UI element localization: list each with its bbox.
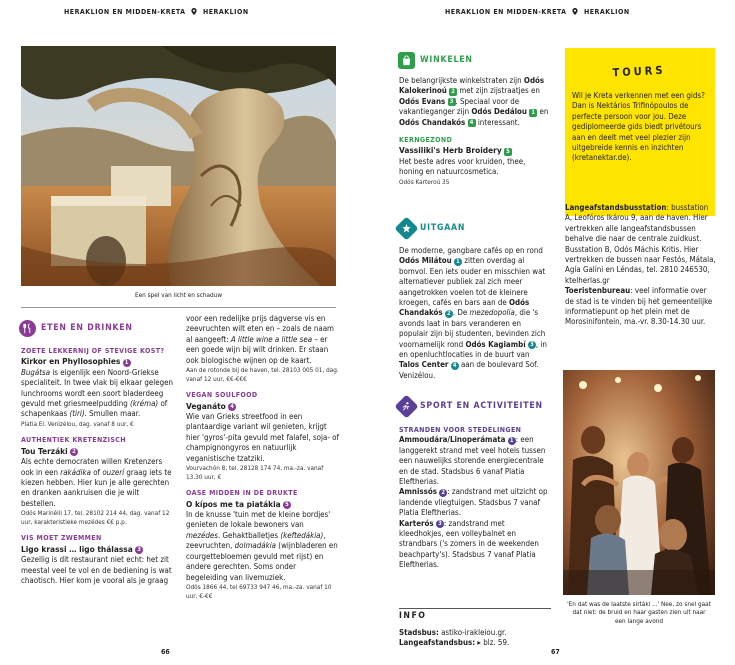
entry-text: Gezellig is dit restaurant niet echt: het zit meestal veel te vol en de bediening is wat chaotisch. Hier kom je vooral als je graag <box>21 555 172 586</box>
entry-text: In de knusse 'tuin met de kleine bordjes' genieten de lokale bewoners van mezédes. Gehaktballetjes (keftedákia), zeevruchten, dolmadákia (wijnbladeren en courgettebloemen gevuld met rijst) en andere gerechten. Soms onder begeleiding van livemuziek. <box>186 510 338 582</box>
entry-subtitle: VIS MOET ZWEMMEN <box>21 534 102 543</box>
restaurant-name: Tou Terzáki <box>21 445 68 456</box>
entry-subtitle: ZOETE LEKKERNIJ OF STEVIGE KOST? <box>21 347 165 355</box>
entry-address: Platia El. Venizélou, dag. vanaf 8 uur, € <box>21 419 134 428</box>
section-eten-drinken <box>19 319 133 337</box>
header-region: HERAKLION EN MIDDEN-KRETA <box>64 8 186 16</box>
map-marker-badge: 4 <box>228 403 236 411</box>
entry-address: Odós Karteroú 35 <box>399 177 450 186</box>
map-marker-badge: 2 <box>70 448 78 456</box>
uitgaan-column: De moderne, gangbare cafés op en rond Odós Milátou 1 zitten overdag al bomvol. Een iets ouder en misschien wat alternatiever publiek zal zich meer aangetrokken voelen tot de kleinere kroegen, cafés en bars aan de Odós Chandakós 2 . De mezedopolía, die 's avonds laat in bars veranderen en populair zijn bij studenten, bevinden zich voornamelijk rond Odós Kagiambí 3 , in en openluchtlocaties in de buurt van Talos Center 4 aan de boulevard Sof. Venizélou. <box>399 246 547 380</box>
page-number-left: 66 <box>161 648 170 656</box>
section-sport <box>398 397 543 415</box>
section-title: ETEN EN DRINKEN <box>41 323 133 333</box>
restaurant-name: Veganáto <box>186 400 226 411</box>
header-region: HERAKLION EN MIDDEN-KRETA <box>445 8 567 16</box>
entry-text: Als echte democraten willen Kretenzers ook in een rakádika of ouzerí graag iets te kiezen hebben. Hier kun je alle gerechten en dranken aankruisen die je wilt bestellen. <box>21 457 172 508</box>
entry-subtitle: KERNGEZOND <box>399 136 453 145</box>
tours-infobox <box>565 48 715 216</box>
shop-name: Vassiliki's Herb Broidery <box>399 145 502 156</box>
entry-text: Wie van Grieks streetfood in een plantaardige variant wil genieten, krijgt hier 'gyros'-pita gevuld met falafel, soja- of champignongyros en natuurlijk veganistische tzatziki. <box>186 412 339 463</box>
location-pin-icon <box>191 8 197 15</box>
tours-text: Wil je Kreta verkennen met een gids? Dan is Nektários Trifinópoulos de perfecte persoon voor jou. Deze gediplomeerde gids biedt privétours aan en deelt met veel plezier zijn uitgebreide kennis en inzichten (kretanektar.de). <box>572 91 705 163</box>
map-marker-badge: 1 <box>508 437 516 445</box>
map-marker-badge: 1 <box>529 109 537 117</box>
entry-text: Bugátsa is eigenlijk een Noord-Griekse specialiteit. In twee vlak bij elkaar gelegen lunchrooms wordt een soort bladerdeeg gevuld met griesmeelpudding (kréma) of schapenkaas (tiri). Smullen maar. <box>21 367 173 419</box>
section-title: UITGAAN <box>420 223 466 233</box>
restaurant-name: O kípos me ta piatákia <box>186 498 281 509</box>
map-marker-badge: 4 <box>451 362 459 370</box>
entry-subtitle: AUTHENTIEK KRETENZISCH <box>21 436 126 445</box>
header-city: HERAKLION <box>583 8 630 16</box>
map-marker-badge: 3 <box>448 98 456 106</box>
map-marker-badge: 3 <box>135 546 143 554</box>
transport-column: Langeafstandsbusstation: busstation A, Leofóros Ikárou 9, aan de haven. Hier vertrekken alle langeafstandsbussen behalve die naar de centrale zuidkust. Busstation B, Odós Máchis Kritis. Hier vertrekken de bussen naar Festós, Mátala, Agía Galíni en Léndas, tel. 2810 246530, ktelherlas.gr Toeristenbureau: veel informatie over de stad is te vinden bij het gemeentelijke informatiepunt op het plein met de Morosinifontein, ma.-vr. 8.30-14.30 uur. <box>565 203 716 327</box>
map-marker-badge: 4 <box>468 119 476 127</box>
running-header-left <box>64 8 249 16</box>
map-marker-badge: 1 <box>123 359 131 367</box>
map-marker-badge: 2 <box>439 489 447 497</box>
winkelen-column: De belangrijkste winkelstraten zijn Odós Kalokerinoú 2 met zijn zijstraatjes en Odós Evans 3 . Speciaal voor de vakantieganger zijn Odós Dedálou 1 en Odós Chandakós 4 interessant. KERNGEZOND Vassiliki's Herb Broidery 5 Het beste adres voor kruiden, thee, honing en natuurcosmetica. Odós Karteroú 35 <box>399 76 551 193</box>
running-header-right <box>445 8 630 16</box>
entry-subtitle: STRANDEN VOOR STEDELINGEN <box>399 426 522 434</box>
divider <box>399 608 551 609</box>
photo-caption-left: Een spel van licht en schaduw <box>134 291 223 299</box>
info-column: Stadsbus: astiko-irakleiou.gr. Langeafstandsbus: ▸ blz. 59. <box>399 628 510 648</box>
info-title: INFO <box>399 611 427 621</box>
entry-subtitle: VEGAN SOULFOOD <box>186 391 258 400</box>
dancers-photo <box>563 370 715 595</box>
header-city: HERAKLION <box>202 8 249 16</box>
nightlife-icon <box>394 216 418 240</box>
location-pin-icon <box>572 8 578 15</box>
eten-column-1 <box>21 344 174 587</box>
photo-caption-right: 'En dat was de laatste sirtáki ...' Nee, zo snel gaat dat niet: de bruid en haar gasten zien uit naar een lange avond <box>567 600 711 625</box>
tours-title: TOURS <box>612 63 666 80</box>
restaurant-name: Ligo krassi … ligo thálassa <box>21 543 133 554</box>
map-marker-badge: 1 <box>454 258 462 266</box>
map-marker-badge: 2 <box>445 310 453 318</box>
section-winkelen <box>398 51 473 69</box>
section-title: SPORT EN ACTIVITEITEN <box>420 401 543 411</box>
shopping-bag-icon <box>398 52 415 69</box>
cutlery-icon <box>19 320 36 337</box>
entry-address: Aan de rotonde bij de haven, tel. 28103 005 01, dag. vanaf 12 uur, €€-€€€ <box>186 366 339 383</box>
map-marker-badge: 2 <box>449 88 457 96</box>
section-title: WINKELEN <box>420 55 473 65</box>
activity-icon <box>394 394 418 418</box>
restaurant-name: Kirkor en Phyllosophies <box>21 356 121 367</box>
divider <box>21 307 336 308</box>
entry-text: voor een redelijke prijs dagverse vis en zeevruchten wilt eten en – zoals de naam al aangeeft: A little wine a little sea – er een goede wijn bij wilt drinken. Er staan ook biologische wijnen op de kaart. <box>186 314 334 365</box>
entry-address: Odós 1866 44, tel 69733 947 46, ma.-za. vanaf 10 uur, €-€€ <box>186 582 332 600</box>
entry-address: Odós Marinélli 17, tel. 28102 214 44, dag. vanaf 12 uur, karakteristieke mezédes €€ p.p. <box>21 509 170 526</box>
eten-column-2 <box>186 314 339 607</box>
entry-subtitle: OASE MIDDEN IN DE DRUKTE <box>186 489 298 498</box>
map-marker-badge: 5 <box>504 148 512 156</box>
entry-text: Het beste adres voor kruiden, thee, honing en natuurcosmetica. <box>399 156 526 177</box>
map-marker-badge: 3 <box>436 520 444 528</box>
tree-photo <box>21 46 336 286</box>
map-marker-badge: 3 <box>528 341 536 349</box>
page-number-right: 67 <box>551 648 560 656</box>
sport-column: STRANDEN VOOR STEDELINGEN Ammoudára/Linoperámata 1 : een langgerekt strand met veel hotels tussen een nauwelijks storende energiecentrale en de stad. Stadsbus 6 vanaf Platia Eleftherias. Amnissós 2 : zandstrand met uitzicht op landende vliegtuigen. Stadsbus 7 vanaf Platia Eleftherias. Karterós 3 : zandstrand met kleedhokjes, een volleybalnet en strandbars ('s zomers in de weekenden beachparty's). Stadsbus 7 vanaf Platia Eleftherias. <box>399 423 551 571</box>
section-uitgaan <box>398 219 465 237</box>
entry-address: Vourvachón 8, tel. 28128 174 74, ma.-za. vanaf 13.30 uur, € <box>186 464 324 481</box>
map-marker-badge: 5 <box>283 501 291 509</box>
